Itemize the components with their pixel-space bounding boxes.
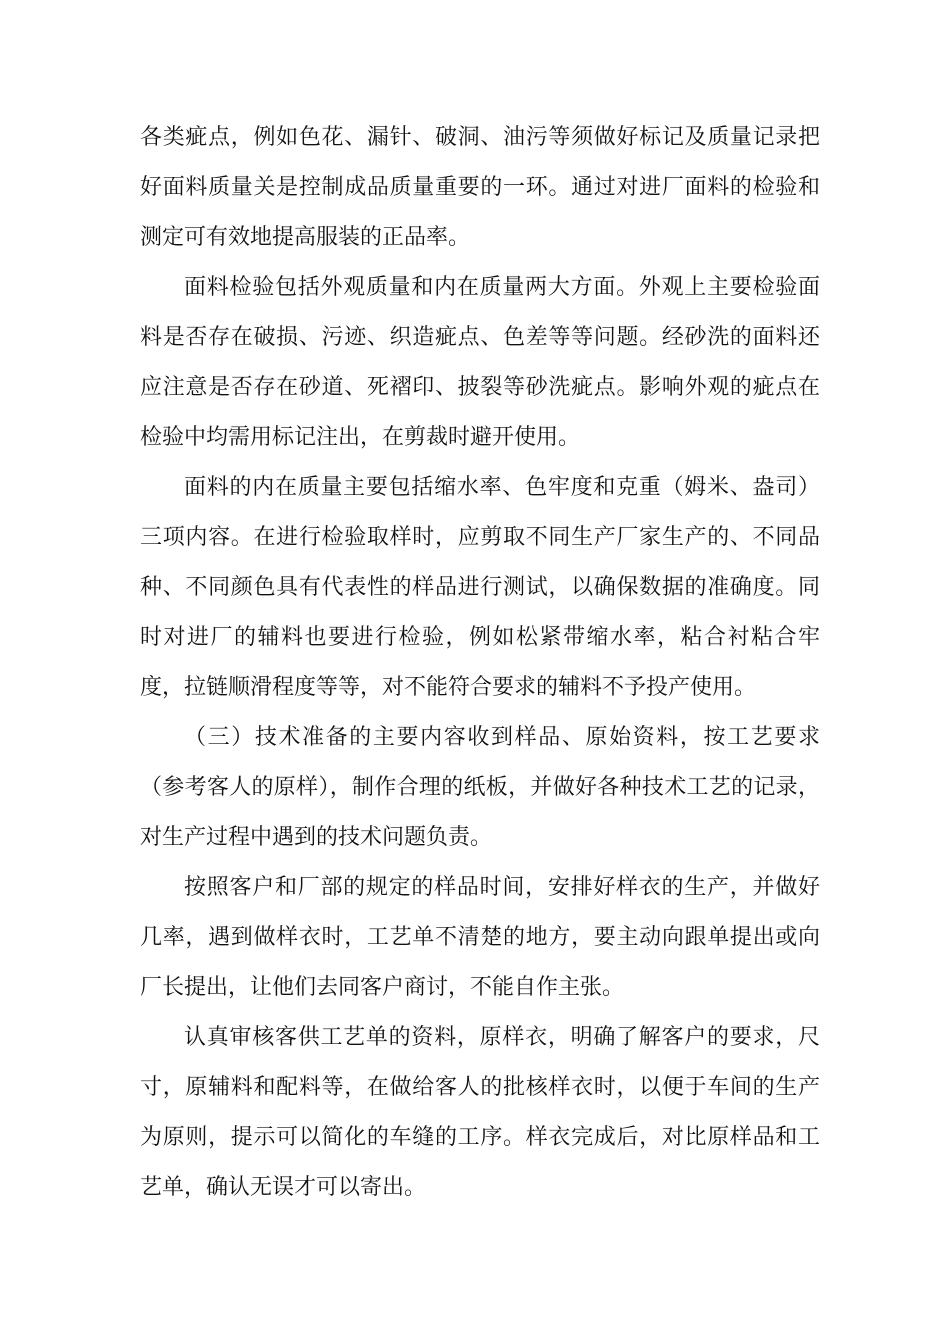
paragraph-1: 各类疵点，例如色花、漏针、破洞、油污等须做好标记及质量记录把好面料质量关是控制成品质量重要的一环。通过对进厂面料的检验和测定可有效地提高服装的正品率。 (140, 125, 820, 250)
paragraph-5: 按照客户和厂部的规定的样品时间，安排好样衣的生产，并做好几率，遇到做样衣时，工艺单不清楚的地方，要主动向跟单提出或向厂长提出，让他们去同客户商讨，不能自作主张。 (140, 875, 820, 1000)
paragraph-4: （三）技术准备的主要内容收到样品、原始资料，按工艺要求（参考客人的原样），制作合理的纸板，并做好各种技术工艺的记录，对生产过程中遇到的技术问题负责。 (140, 725, 820, 850)
document-body (140, 113, 820, 1213)
paragraph-3: 面料的内在质量主要包括缩水率、色牢度和克重（姆米、盎司）三项内容。在进行检验取样时，应剪取不同生产厂家生产的、不同品种、不同颜色具有代表性的样品进行测试，以确保数据的准确度。同时对进厂的辅料也要进行检验，例如松紧带缩水率，粘合衬粘合牢度，拉链顺滑程度等等，对不能符合要求的辅料不予投产使用。 (140, 475, 820, 700)
paragraph-6: 认真审核客供工艺单的资料，原样衣，明确了解客户的要求，尺寸，原辅料和配料等，在做给客人的批核样衣时，以便于车间的生产为原则，提示可以简化的车缝的工序。样衣完成后，对比原样品和工艺单，确认无误才可以寄出。 (140, 1025, 820, 1200)
paragraph-2: 面料检验包括外观质量和内在质量两大方面。外观上主要检验面料是否存在破损、污迹、织造疵点、色差等等问题。经砂洗的面料还应注意是否存在砂道、死褶印、披裂等砂洗疵点。影响外观的疵点在检验中均需用标记注出，在剪裁时避开使用。 (140, 275, 820, 450)
